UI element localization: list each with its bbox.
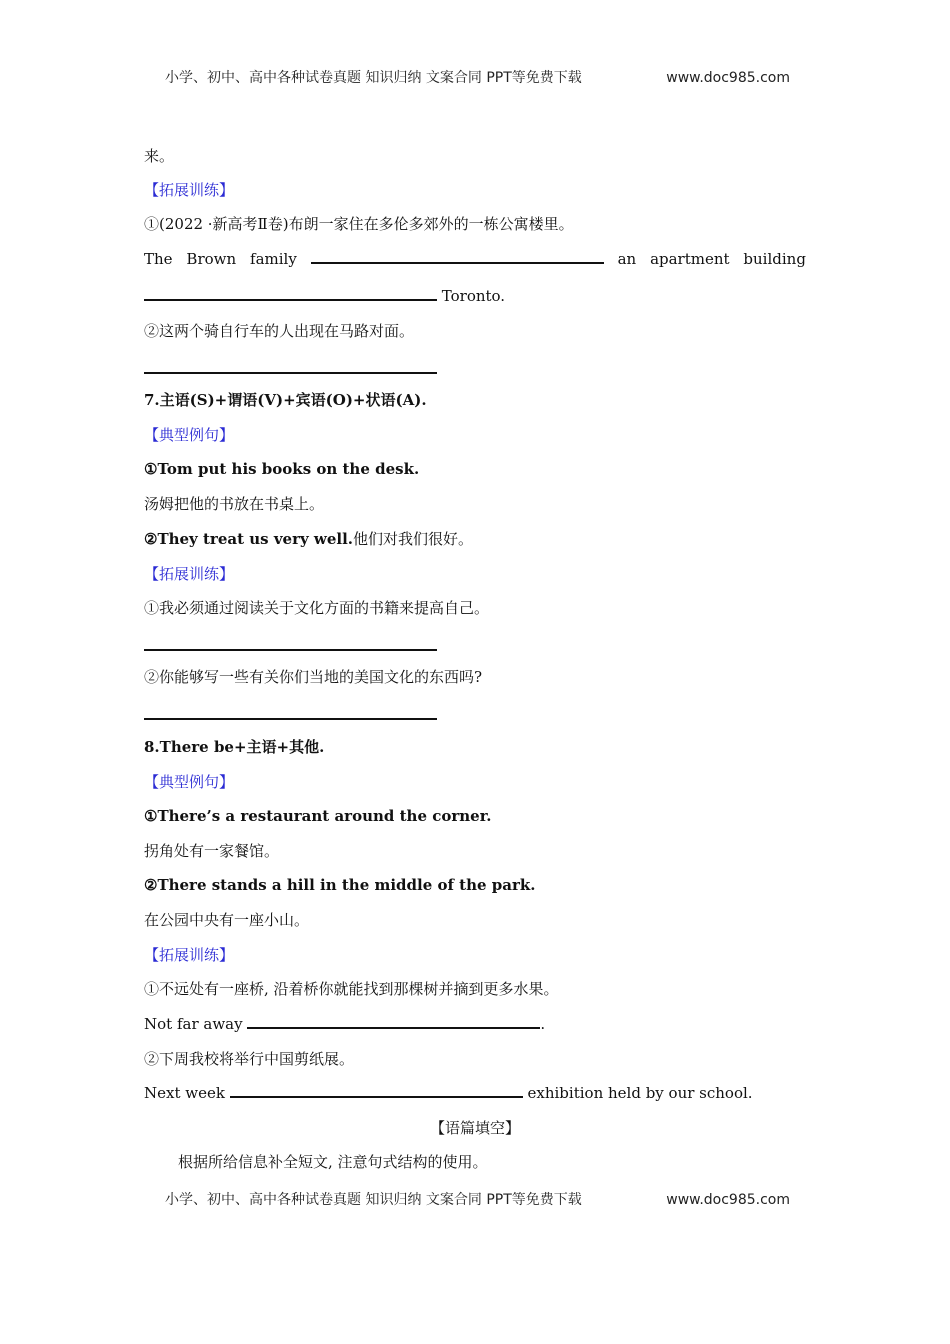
answer-text: Toronto.	[441, 287, 506, 305]
answer-blank[interactable]	[144, 718, 437, 720]
section-title: 7.主语(S)+谓语(V)+宾语(O)+状语(A).	[144, 391, 427, 409]
section-title: 8.There be+主语+其他.	[144, 738, 325, 756]
question: ①不远处有一座桥, 沿着桥你就能找到那棵树并摘到更多水果。	[144, 980, 559, 998]
example-sentence: ①Tom put his books on the desk.	[144, 460, 420, 478]
word: Brown	[186, 250, 237, 268]
example-translation: 汤姆把他的书放在书桌上。	[144, 495, 325, 513]
example-sentence	[144, 528, 473, 550]
word: apartment	[650, 250, 730, 268]
answer-text: Next week	[144, 1084, 225, 1102]
answer-text: Not far away	[144, 1015, 243, 1033]
header-url: www.doc985.com	[666, 70, 790, 86]
section-heading: 【拓展训练】	[144, 946, 235, 964]
continued-text: 来。	[144, 147, 175, 165]
header-text: 小学、初中、高中各种试卷真题 知识归纳 文案合同 PPT等免费下载	[165, 70, 582, 86]
answer-line	[144, 1013, 545, 1035]
example-translation: 他们对我们很好。	[353, 530, 474, 548]
question: ②这两个骑自行车的人出现在马路对面。	[144, 322, 415, 340]
word: building	[743, 250, 806, 268]
word: family	[250, 250, 297, 268]
question: ①我必须通过阅读关于文化方面的书籍来提高自己。	[144, 599, 490, 617]
word: The	[144, 250, 173, 268]
section-heading: 【拓展训练】	[144, 565, 235, 583]
answer-text: exhibition held by our school.	[527, 1084, 753, 1102]
word: an	[617, 250, 637, 268]
section-heading: 【拓展训练】	[144, 181, 235, 199]
question: ②下周我校将举行中国剪纸展。	[144, 1050, 355, 1068]
example-translation: 在公园中央有一座小山。	[144, 911, 310, 929]
answer-blank[interactable]	[311, 248, 604, 264]
question: ②你能够写一些有关你们当地的美国文化的东西吗?	[144, 668, 483, 686]
example-translation: 拐角处有一家餐馆。	[144, 842, 280, 860]
footer-url: www.doc985.com	[666, 1192, 790, 1208]
answer-line	[144, 248, 806, 270]
page-header	[165, 67, 790, 89]
section-heading: 【典型例句】	[144, 773, 235, 791]
answer-text: .	[540, 1015, 546, 1033]
section-heading: 【典型例句】	[144, 426, 235, 444]
answer-blank[interactable]	[144, 649, 437, 651]
answer-blank[interactable]	[144, 372, 437, 374]
example-english: ②They treat us very well.	[144, 530, 353, 548]
passage-heading: 【语篇填空】	[429, 1119, 520, 1137]
example-sentence: ②There stands a hill in the middle of the park.	[144, 876, 536, 894]
answer-blank[interactable]	[144, 285, 437, 301]
answer-blank[interactable]	[230, 1082, 523, 1098]
instruction: 根据所给信息补全短文, 注意句式结构的使用。	[178, 1153, 488, 1171]
answer-line	[144, 1082, 753, 1104]
page-footer	[165, 1189, 790, 1211]
question: ①(2022 ·新高考Ⅱ卷)布朗一家住在多伦多郊外的一栋公寓楼里。	[144, 215, 574, 233]
footer-text: 小学、初中、高中各种试卷真题 知识归纳 文案合同 PPT等免费下载	[165, 1192, 582, 1208]
example-sentence: ①There’s a restaurant around the corner.	[144, 807, 492, 825]
answer-line	[144, 285, 505, 307]
answer-blank[interactable]	[247, 1013, 540, 1029]
